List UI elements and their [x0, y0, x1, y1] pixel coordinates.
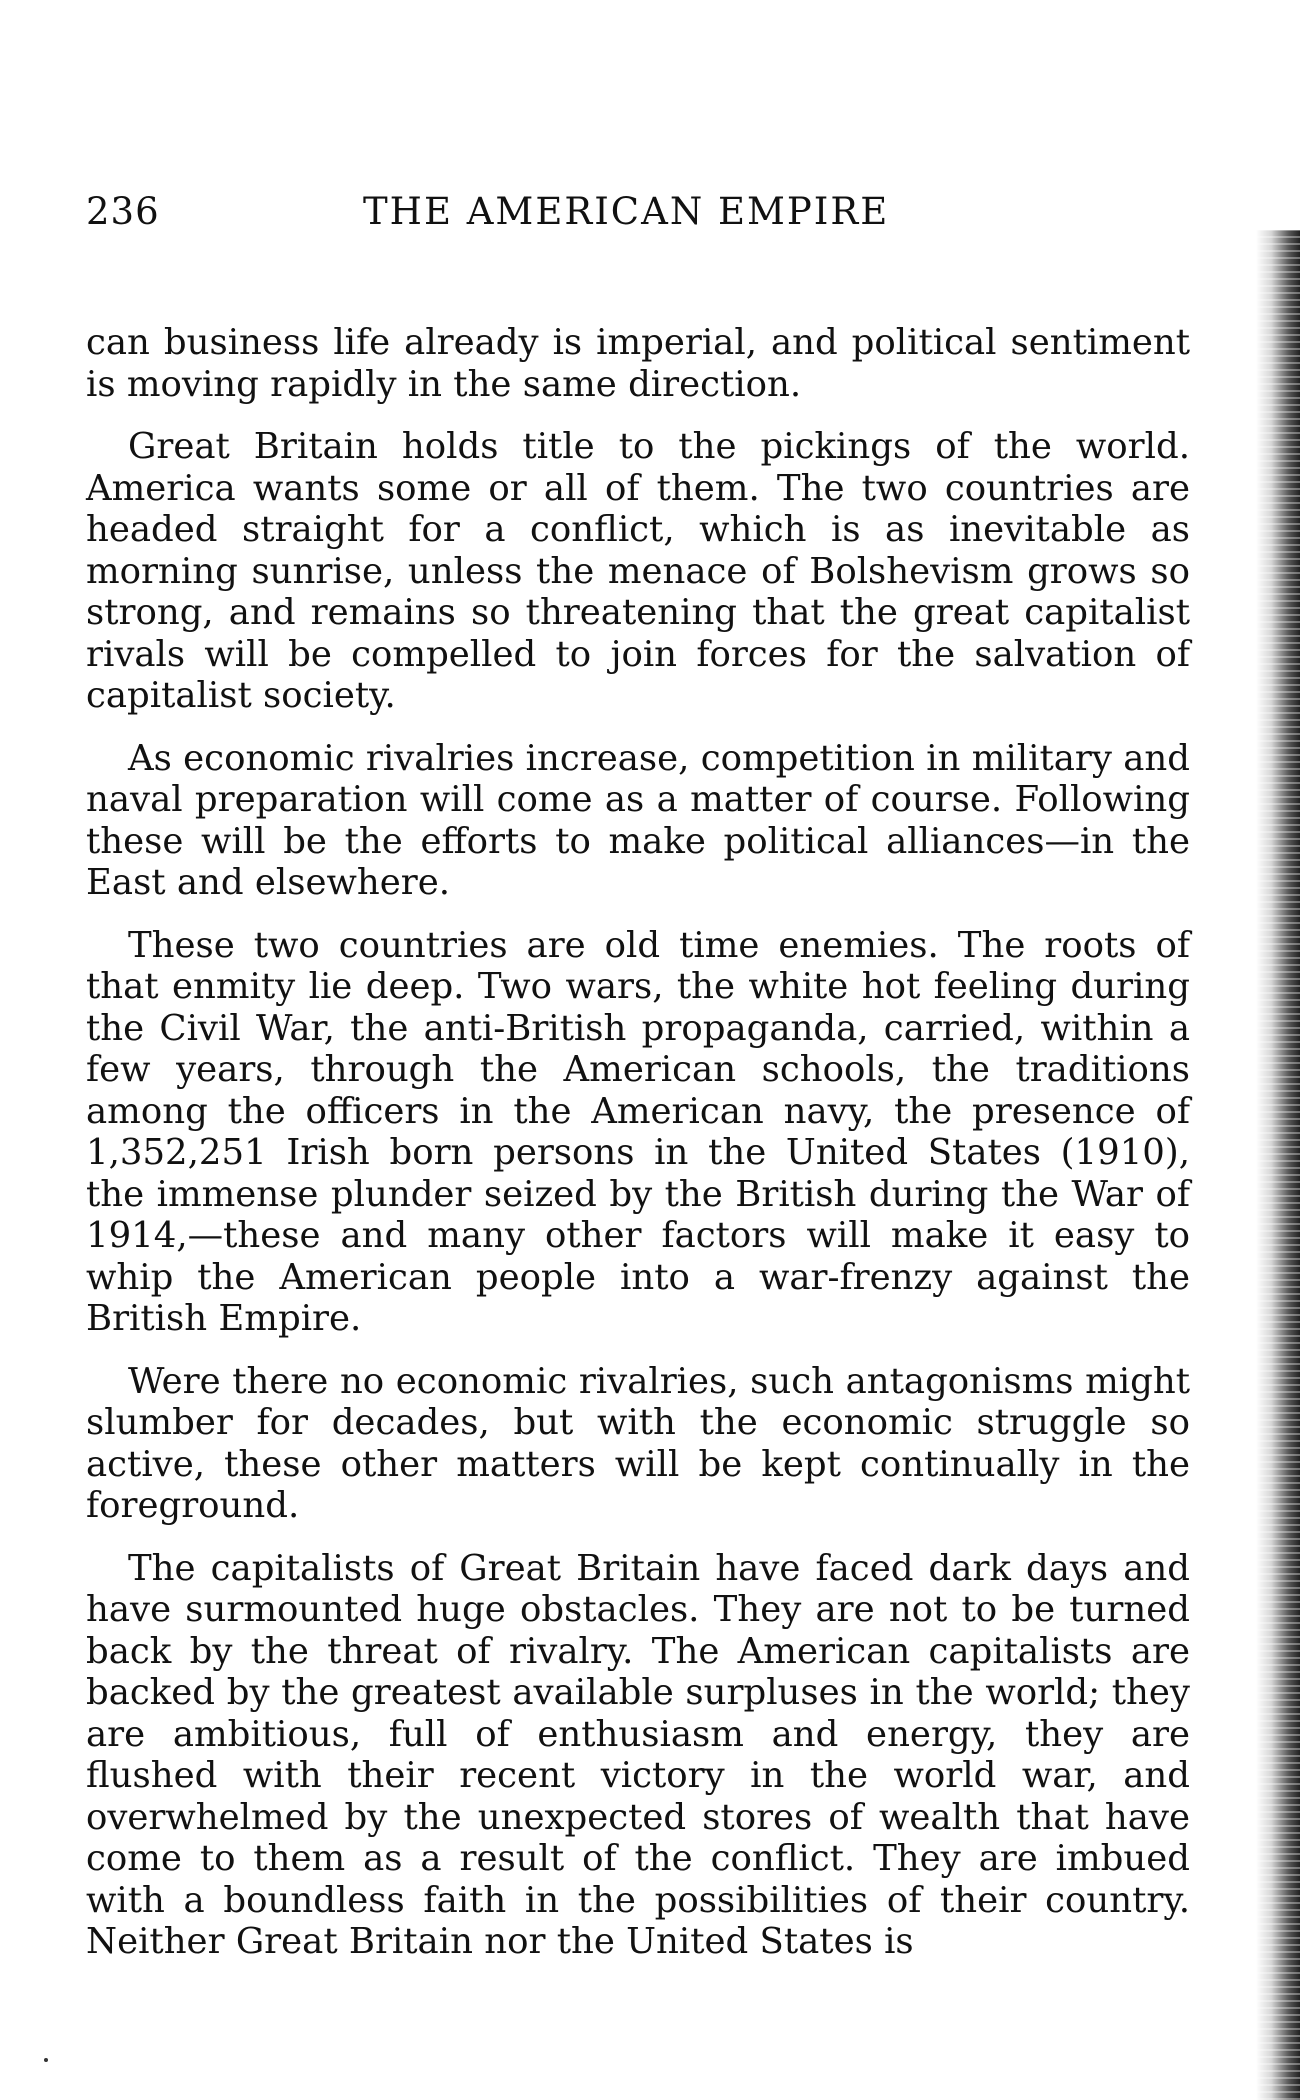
running-title: THE AMERICAN EMPIRE — [363, 190, 890, 233]
page-edge-texture — [1256, 230, 1300, 2100]
paragraph: The capitalists of Great Britain have faced dark days and have surmounted huge obstacles. They are not to be turned back by the threat of rivalry. The American capitalists are backed by the greatest available surpluses in the world; they are ambitious, full of enthusiasm and energy, they are flushed with their recent victory in the world war, and overwhelmed by the unexpected stores of wealth that have come to them as a result of the conflict. They are imbued with a boundless faith in the possibilities of their country. Neither Great Britain nor the United States is — [86, 1547, 1190, 1962]
paragraph: Great Britain holds title to the pickings of the world. America wants some or all of them. The two countries are headed straight for a conflict, which is as inevitable as morning sunrise, unless the menace of Bolshevism grows so strong, and remains so threatening that the great capitalist rivals will be compelled to join forces for the salvation of capitalist society. — [86, 426, 1190, 716]
page-number: 236 — [86, 190, 160, 233]
body-text — [86, 322, 1190, 1984]
paragraph-continued: can business life already is imperial, and political sentiment is moving rapidly in the same direction. — [86, 322, 1190, 405]
page-header — [86, 190, 1190, 250]
paragraph: Were there no economic rivalries, such antagonisms might slumber for decades, but with the economic struggle so active, these other matters will be kept continually in the foreground. — [86, 1360, 1190, 1526]
paragraph: These two countries are old time enemies. The roots of that enmity lie deep. Two wars, the white hot feeling during the Civil War, the anti-British propaganda, carried, within a few years, through the American schools, the traditions among the officers in the American navy, the presence of 1,352,251 Irish born persons in the United States (1910), the immense plunder seized by the British during the War of 1914,—these and many other factors will make it easy to whip the American people into a war-frenzy against the British Empire. — [86, 924, 1190, 1339]
print-speck — [44, 2058, 48, 2062]
paragraph: As economic rivalries increase, competition in military and naval preparation will come as a matter of course. Following these will be the efforts to make political alliances—in the East and elsewhere. — [86, 737, 1190, 903]
